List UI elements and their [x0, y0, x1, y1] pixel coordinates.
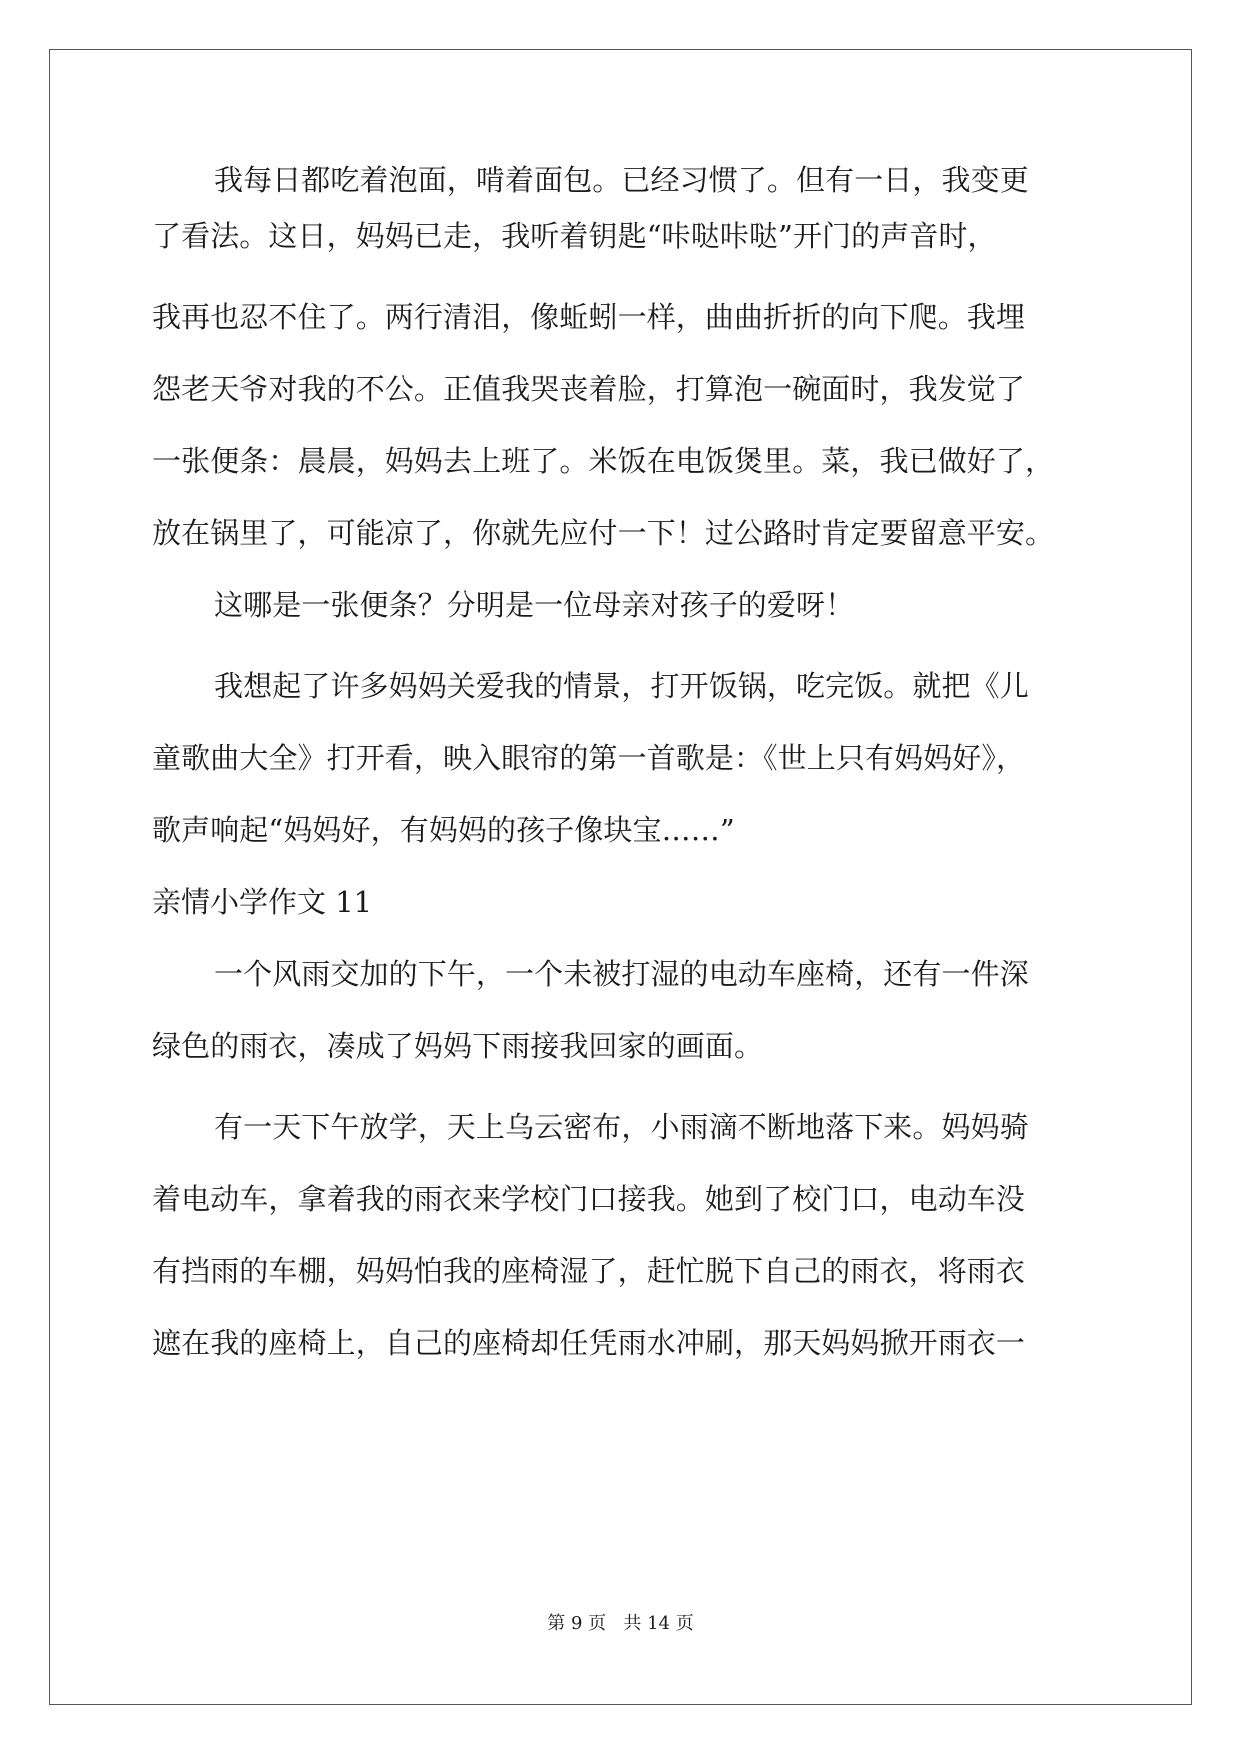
- paragraph-line: 有挡雨的车棚，妈妈怕我的座椅湿了，赶忙脱下自己的雨衣，将雨衣: [152, 1254, 1026, 1288]
- paragraph-line: 遮在我的座椅上，自己的座椅却任凭雨水冲刷，那天妈妈掀开雨衣一: [152, 1326, 1026, 1360]
- paragraph-line: 着电动车，拿着我的雨衣来学校门口接我。她到了校门口，电动车没: [152, 1182, 1026, 1216]
- section-title: 亲情小学作文 11: [152, 885, 373, 919]
- paragraph-line: 我想起了许多妈妈关爱我的情景，打开饭锅，吃完饭。就把《儿: [214, 669, 1029, 703]
- paragraph-line: 歌声响起“妈妈好，有妈妈的孩子像块宝……”: [152, 813, 735, 847]
- paragraph-line: 放在锅里了，可能凉了，你就先应付一下！过公路时肯定要留意平安。: [152, 516, 1055, 550]
- paragraph-line: 一张便条：晨晨，妈妈去上班了。米饭在电饭煲里。菜，我已做好了，: [152, 444, 1055, 478]
- paragraph-line: 我每日都吃着泡面，啃着面包。已经习惯了。但有一日，我变更: [214, 163, 1029, 197]
- paragraph-line: 怨老天爷对我的不公。正值我哭丧着脸，打算泡一碗面时，我发觉了: [152, 372, 1026, 406]
- page-number-footer: 第 9 页 共 14 页: [547, 1613, 694, 1634]
- paragraph-line: 绿色的雨衣，凑成了妈妈下雨接我回家的画面。: [152, 1029, 764, 1063]
- paragraph-line: 这哪是一张便条？分明是一位母亲对孩子的爱呀！: [214, 588, 855, 622]
- paragraph-line: 一个风雨交加的下午，一个未被打湿的电动车座椅，还有一件深: [214, 957, 1029, 991]
- page-frame: [49, 49, 1192, 1705]
- paragraph-line: 有一天下午放学，天上乌云密布，小雨滴不断地落下来。妈妈骑: [214, 1110, 1029, 1144]
- paragraph-line: 童歌曲大全》打开看，映入眼帘的第一首歌是：《世上只有妈妈好》，: [152, 741, 1026, 775]
- paragraph-line: 了看法。这日，妈妈已走，我听着钥匙“咔哒咔哒”开门的声音时，: [152, 219, 997, 253]
- paragraph-line: 我再也忍不住了。两行清泪，像蚯蚓一样，曲曲折折的向下爬。我埋: [152, 300, 1026, 334]
